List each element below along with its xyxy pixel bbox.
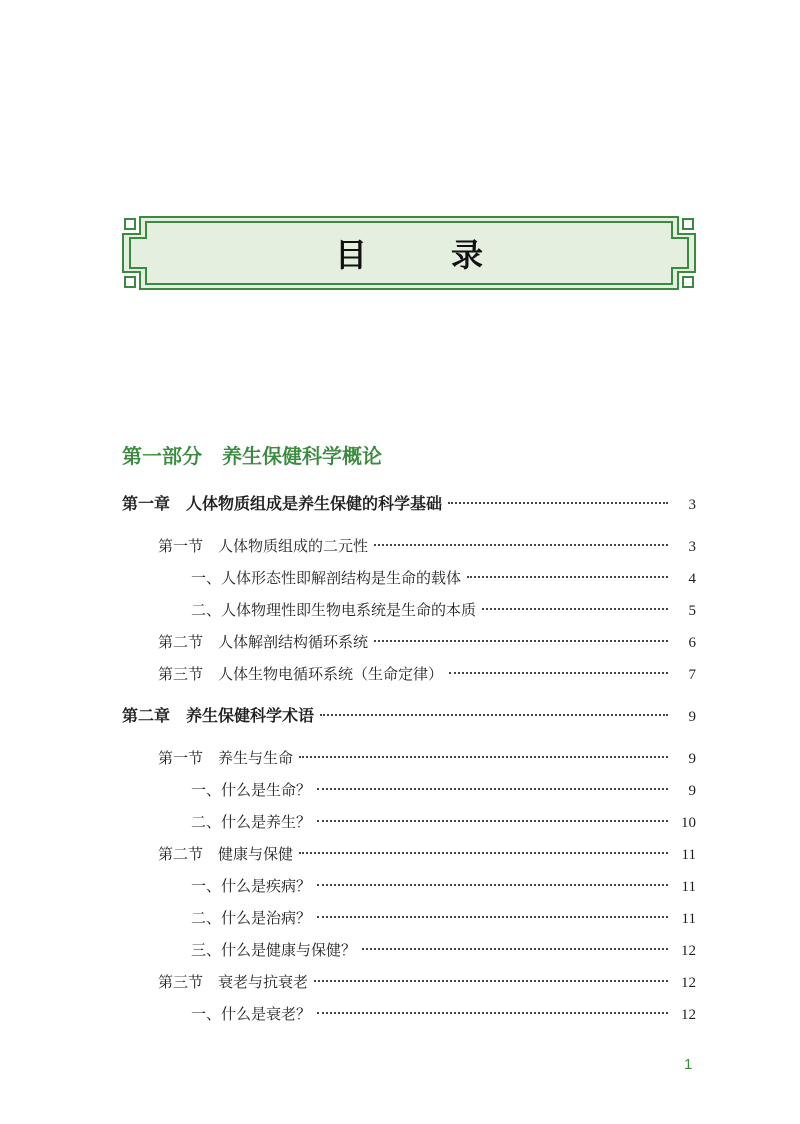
toc-entry-subsection[interactable] [191, 566, 696, 590]
toc-entry-section[interactable] [158, 630, 696, 654]
leader-dots [317, 1012, 668, 1014]
toc-entry-label: 一、什么是生命？ [191, 781, 312, 799]
toc-entry-label: 二、人体物理性即生物电系统是生命的本质 [191, 601, 477, 619]
toc-entry-chapter-2[interactable] [122, 704, 696, 728]
leader-dots [317, 788, 668, 790]
toc-entry-page: 9 [688, 783, 696, 799]
leader-dots [320, 714, 668, 716]
contents-title-frame [122, 216, 696, 290]
toc-entry-subsection[interactable] [191, 874, 696, 898]
toc-entry-label: 第二章 养生保健科学术语 [122, 706, 315, 725]
leader-dots [362, 948, 668, 950]
toc-entry-subsection[interactable] [191, 1002, 696, 1026]
toc-entry-page: 10 [681, 815, 696, 831]
toc-entry-page: 11 [681, 847, 696, 863]
toc-entry-page: 12 [681, 975, 696, 991]
part-heading: 第一部分 养生保健科学概论 [122, 444, 382, 468]
toc-entry-page: 11 [681, 879, 696, 895]
leader-dots [299, 852, 668, 854]
leader-dots [449, 672, 668, 674]
toc-entry-page: 7 [688, 667, 696, 683]
leader-dots [482, 608, 668, 610]
leader-dots [317, 820, 668, 822]
toc-entry-subsection[interactable] [191, 810, 696, 834]
toc-entry-label: 二、什么是养生？ [191, 813, 312, 831]
toc-entry-label: 一、什么是疾病？ [191, 877, 312, 895]
toc-entry-section[interactable] [158, 842, 696, 866]
toc-entry-subsection[interactable] [191, 906, 696, 930]
toc-entry-page: 3 [688, 539, 696, 555]
toc-entry-page: 5 [688, 603, 696, 619]
leader-dots [317, 916, 668, 918]
leader-dots [467, 576, 668, 578]
toc-entry-subsection[interactable] [191, 778, 696, 802]
toc-entry-label: 三、什么是健康与保健？ [191, 941, 357, 959]
toc-entry-section[interactable] [158, 970, 696, 994]
leader-dots [314, 980, 668, 982]
toc-entry-chapter-1[interactable] [122, 492, 696, 516]
toc-entry-label: 一、人体形态性即解剖结构是生命的载体 [191, 569, 462, 587]
toc-entry-subsection[interactable] [191, 938, 696, 962]
page-number: 1 [684, 1056, 693, 1073]
leader-dots [374, 640, 668, 642]
toc-entry-section[interactable] [158, 746, 696, 770]
leader-dots [299, 756, 668, 758]
toc-entry-page: 11 [681, 911, 696, 927]
toc-entry-page: 12 [681, 1007, 696, 1023]
toc-entry-label: 第一节 人体物质组成的二元性 [158, 537, 369, 555]
toc-entry-page: 4 [688, 571, 696, 587]
toc-entry-page: 12 [681, 943, 696, 959]
toc-entry-page: 9 [688, 709, 696, 725]
toc-entry-label: 一、什么是衰老？ [191, 1005, 312, 1023]
leader-dots [448, 502, 668, 504]
toc-entry-label: 第一章 人体物质组成是养生保健的科学基础 [122, 494, 443, 513]
toc-entry-page: 6 [688, 635, 696, 651]
page-title: 目 录 [334, 236, 509, 274]
leader-dots [374, 544, 668, 546]
toc-entry-label: 第一节 养生与生命 [158, 749, 294, 767]
toc-entry-label: 二、什么是治病？ [191, 909, 312, 927]
leader-dots [317, 884, 668, 886]
toc-entry-page: 9 [688, 751, 696, 767]
toc-entry-label: 第二节 健康与保健 [158, 845, 294, 863]
toc-entry-section[interactable] [158, 534, 696, 558]
toc-entry-label: 第二节 人体解剖结构循环系统 [158, 633, 369, 651]
toc-entry-subsection[interactable] [191, 598, 696, 622]
toc-entry-label: 第三节 衰老与抗衰老 [158, 973, 309, 991]
toc-entry-section[interactable] [158, 662, 696, 686]
toc-entry-page: 3 [688, 497, 696, 513]
toc-entry-label: 第三节 人体生物电循环系统（生命定律） [158, 665, 444, 683]
